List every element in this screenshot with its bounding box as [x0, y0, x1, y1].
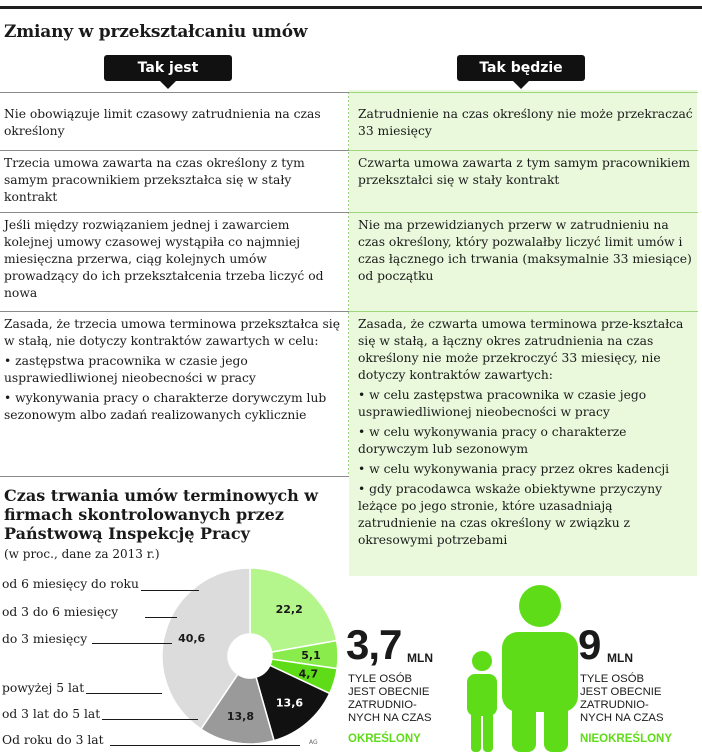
current-exception-item: • wykonywania pracy o charakterze dorywczym lub sezonowym albo zadań realizowanych cyklicznie	[4, 391, 327, 422]
large-person-icon	[496, 584, 584, 752]
current-rule-4	[4, 316, 342, 424]
stat-unit: MLN	[607, 651, 633, 665]
row-divider	[0, 150, 349, 151]
stat-line: NYCH NA CZAS	[348, 712, 432, 724]
donut-value-label: 13,8	[226, 710, 255, 724]
stat-line: JEST OBECNIE	[580, 686, 662, 698]
leader-line	[110, 745, 300, 746]
row-divider	[349, 92, 698, 93]
donut-value-label: 4,7	[298, 667, 319, 681]
future-exception-item: • w celu zastępstwa pracownika w czasie jego usprawiedliwionej nieobecności w pracy	[358, 388, 647, 419]
header-arrow-icon	[159, 80, 177, 89]
chart-title: Czas trwania umów terminowych w firmach skontrolowanych przez Państwową Inspekcję Pracy	[4, 486, 319, 543]
chart-category-label: do 3 miesięcy	[2, 632, 88, 646]
row-divider	[0, 311, 349, 312]
stat-line: NYCH NA CZAS	[580, 712, 664, 724]
future-rule-3: Nie ma przewidzianych przerw w zatrudnieniu na czas określony, który pozwalałby liczyć limit umów i czas łącznego ich trwania (maksymalnie 33 miesiące) od początku	[358, 218, 692, 283]
future-rule-2: Czwarta umowa zawarta z tym samym pracownikiem przekształci się w stały kontrakt	[358, 156, 691, 187]
row-divider	[349, 212, 698, 213]
chart-subtitle: (w proc., dane za 2013 r.)	[4, 547, 160, 561]
current-rule-3: Jeśli między rozwiązaniem jednej i zawarciem kolejnej umowy czasowej wystąpiła co najmniej miesięczna przerwa, ciąg kolejnych umów prowadzący do ich przekształcenia trzeba liczyć od nowa	[4, 218, 324, 300]
row-divider	[0, 92, 349, 93]
row-divider	[0, 212, 349, 213]
page-title: Zmiany w przekształcaniu umów	[4, 22, 308, 42]
graphic-credit: AG	[309, 739, 318, 746]
donut-value-label: 22,2	[275, 603, 303, 617]
future-rule-4	[358, 316, 694, 549]
chart-category-label: powyżej 5 lat	[2, 681, 85, 695]
stat-description-fixed-term	[348, 673, 432, 725]
current-exception-item: • zastępstwa pracownika w czasie jego usprawiedliwionej nieobecności w pracy	[4, 354, 256, 385]
header-arrow-icon	[512, 80, 530, 89]
stat-line: ZATRUDNIO-	[580, 699, 649, 711]
future-rule-4-intro: Zasada, że czwarta umowa terminowa prze-kształca się w stałą, a łączny okres zatrudnienia na czas określony nie może przekroczyć 33 miesięcy, nie dotyczy kontraktów zawartych:	[358, 317, 684, 382]
current-rule-4-intro: Zasada, że trzecia umowa terminowa przekształca się w stałą, nie dotyczy kontraktów zawartych w celu:	[4, 317, 341, 348]
stat-number-permanent: 9	[578, 621, 601, 668]
chart-category-label: od 3 lat do 5 lat	[2, 707, 101, 721]
chart-category-label: Od roku do 3 lat	[2, 733, 104, 747]
chart-category-label: od 3 do 6 miesięcy	[2, 605, 119, 619]
current-rule-2: Trzecia umowa zawarta na czas określony z tym samym pracownikiem przekształca się w stały kontrakt	[4, 156, 305, 204]
leader-line	[145, 617, 177, 618]
stat-line: ZATRUDNIO-	[348, 699, 417, 711]
stat-unit: MLN	[407, 651, 433, 665]
leader-line	[102, 719, 198, 720]
column-header-future: Tak będzie	[457, 55, 585, 81]
row-divider	[349, 311, 698, 312]
future-exception-item: • w celu wykonywania pracy o charakterze dorywczym lub sezonowym	[358, 425, 627, 456]
stat-line: TYLE OSÓB	[348, 673, 413, 685]
row-divider	[0, 476, 349, 477]
donut-value-label: 5,1	[301, 649, 321, 663]
stat-description-permanent	[580, 673, 664, 725]
donut-value-label: 13,6	[275, 696, 304, 710]
future-exception-item: • w celu wykonywania pracy przez okres kadencji	[358, 462, 670, 476]
leader-line	[92, 643, 172, 644]
leader-line	[86, 693, 162, 694]
future-exception-item: • gdy pracodawca wskaże obiektywne przyczyny leżące po jego stronie, które uzasadniają zatrudnienie na czas określony w związku z okresowymi potrzebami	[358, 482, 663, 547]
stat-accent-fixed-term: OKREŚLONY	[348, 733, 421, 745]
stat-accent-permanent: NIEOKREŚLONY	[580, 733, 673, 745]
column-header-current: Tak jest	[104, 55, 232, 81]
top-rule	[0, 6, 702, 9]
stat-number-fixed-term: 3,7	[346, 621, 402, 668]
row-divider	[349, 150, 698, 151]
chart-category-label: od 6 miesięcy do roku	[2, 577, 139, 591]
current-rule-1: Nie obowiązuje limit czasowy zatrudnienia na czas określony	[4, 107, 321, 138]
stat-line: TYLE OSÓB	[580, 673, 645, 685]
stat-line: JEST OBECNIE	[348, 686, 430, 698]
donut-value-label: 40,6	[178, 632, 206, 646]
leader-line	[141, 590, 199, 591]
future-rule-1: Zatrudnienie na czas określony nie może przekraczać 33 miesięcy	[358, 107, 693, 138]
